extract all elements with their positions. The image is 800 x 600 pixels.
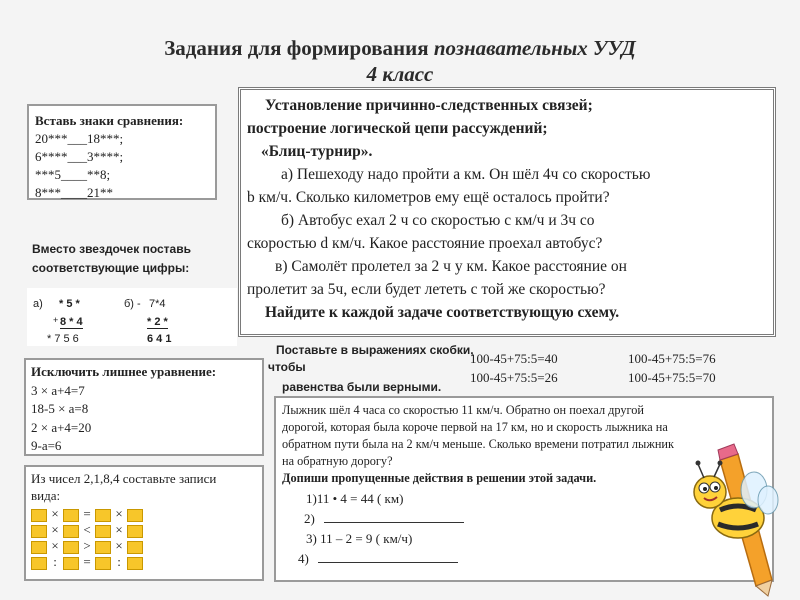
cause-effect-box bbox=[238, 87, 776, 337]
records-line: вида: bbox=[31, 488, 61, 503]
blank-square[interactable] bbox=[95, 509, 111, 522]
answer-blank[interactable] bbox=[318, 562, 458, 563]
digits-b-row1: 7*4 bbox=[149, 298, 166, 310]
brackets-line: Поставьте в выражениях скобки, bbox=[276, 343, 474, 357]
compare-line: 8***____21** bbox=[35, 185, 113, 200]
records-row bbox=[31, 506, 257, 522]
records-row bbox=[31, 522, 257, 538]
skier-text-line: обратном пути была на 2 км/ч меньше. Сколько времени потратил лыжник bbox=[282, 437, 674, 451]
expression: 100-45+75:5=26 bbox=[470, 370, 558, 385]
solution-step-text: 1)11 • 4 = 44 ( км) bbox=[306, 491, 404, 506]
answer-blank[interactable] bbox=[324, 522, 464, 523]
task-c-line: пролетит за 5ч, если будет лететь с той же скоростью? bbox=[247, 281, 606, 298]
digits-task-heading bbox=[32, 240, 191, 278]
blank-square[interactable] bbox=[95, 525, 111, 538]
operator-symbol: × bbox=[115, 522, 123, 537]
digits-b-row2: * 2 * bbox=[147, 316, 168, 328]
task-b-line: скоростью d км/ч. Какое расстояние проехал автобус? bbox=[247, 235, 603, 252]
blank-square[interactable] bbox=[127, 541, 143, 554]
title-plain: Задания для формирования bbox=[164, 36, 434, 60]
blank-square[interactable] bbox=[127, 509, 143, 522]
blank-square[interactable] bbox=[63, 557, 79, 570]
blank-square[interactable] bbox=[63, 541, 79, 554]
blank-square[interactable] bbox=[31, 509, 47, 522]
digits-a-row3: * 7 5 6 bbox=[47, 333, 79, 345]
brackets-line: равенства были верными. bbox=[282, 380, 442, 394]
compare-line: ***5____**8; bbox=[35, 167, 111, 182]
skier-text-line: Лыжник шёл 4 часа со скоростью 11 км/ч. Обратно он поехал другой bbox=[282, 403, 645, 417]
main-final-line: Найдите к каждой задаче соответствующую схему. bbox=[265, 304, 620, 321]
compare-line: 20***___18***; bbox=[35, 131, 124, 146]
digits-plus: + bbox=[53, 315, 59, 325]
main-heading-line: Установление причинно-следственных связей; bbox=[265, 97, 593, 114]
main-heading-line: построение логической цепи рассуждений; bbox=[247, 120, 548, 137]
compare-signs-box bbox=[27, 104, 217, 200]
digits-heading-line: соответствующие цифры: bbox=[32, 261, 190, 275]
operator-symbol: < bbox=[83, 522, 91, 537]
bee-pencil-illustration bbox=[668, 440, 796, 598]
expression: 100-45+75:5=76 bbox=[628, 351, 716, 366]
task-c-line: в) Самолёт пролетел за 2 ч у км. Какое расстояние он bbox=[275, 258, 627, 275]
operator-symbol: × bbox=[51, 538, 59, 553]
skier-text-line: на обратную дорогу? bbox=[282, 454, 393, 468]
compare-line: 6****___3****; bbox=[35, 149, 124, 164]
solution-step-text: 3) 11 – 2 = 9 ( км/ч) bbox=[306, 531, 413, 546]
solution-step-text: 2) bbox=[304, 511, 315, 526]
digits-a-label: а) bbox=[33, 298, 43, 310]
skier-text-line: дорогой, которая была короче первой на 17 км, но и скорость лыжника на bbox=[282, 420, 668, 434]
blank-square[interactable] bbox=[31, 525, 47, 538]
operator-symbol: : bbox=[117, 554, 121, 569]
blank-square[interactable] bbox=[63, 509, 79, 522]
equation-line: 9-a=6 bbox=[31, 438, 62, 453]
operator-symbol: × bbox=[51, 506, 59, 521]
blank-square[interactable] bbox=[95, 541, 111, 554]
operator-symbol: > bbox=[83, 538, 91, 553]
operator-symbol: × bbox=[115, 506, 123, 521]
exclude-heading: Исключить лишнее уравнение: bbox=[31, 364, 217, 379]
operator-symbol: × bbox=[115, 538, 123, 553]
blank-square[interactable] bbox=[31, 541, 47, 554]
records-rows bbox=[31, 506, 257, 570]
task-b-line: б) Автобус ехал 2 ч со скоростью с км/ч и 3ч со bbox=[281, 212, 595, 229]
brackets-line: чтобы bbox=[268, 360, 306, 374]
operator-symbol: = bbox=[83, 506, 91, 521]
brackets-expressions bbox=[470, 349, 770, 389]
records-row bbox=[31, 554, 257, 570]
title-italic: познавательных УУД bbox=[433, 36, 636, 60]
operator-symbol: : bbox=[53, 554, 57, 569]
equation-line: 18-5 × a=8 bbox=[31, 401, 89, 416]
skier-task-line: Допиши пропущенные действия в решении этой задачи. bbox=[282, 471, 597, 485]
blank-square[interactable] bbox=[95, 557, 111, 570]
compose-records-box bbox=[24, 465, 264, 581]
page-subtitle: 4 класс bbox=[366, 62, 434, 86]
exclude-equation-box bbox=[24, 358, 264, 456]
compare-heading: Вставь знаки сравнения: bbox=[35, 113, 184, 128]
blank-square[interactable] bbox=[127, 557, 143, 570]
solution-step-text: 4) bbox=[298, 551, 309, 566]
page-title bbox=[0, 36, 800, 61]
digits-b-label: б) - bbox=[124, 298, 141, 310]
operator-symbol: × bbox=[51, 522, 59, 537]
blank-square[interactable] bbox=[127, 525, 143, 538]
digits-a-row2: 8 * 4 bbox=[60, 316, 83, 328]
expression: 100-45+75:5=70 bbox=[628, 370, 716, 385]
blank-square[interactable] bbox=[63, 525, 79, 538]
main-heading-line: «Блиц-турнир». bbox=[261, 143, 373, 160]
digits-heading-line: Вместо звездочек поставь bbox=[32, 242, 191, 256]
task-a-line: b км/ч. Сколько километров ему ещё осталось пройти? bbox=[247, 189, 610, 206]
expression: 100-45+75:5=40 bbox=[470, 351, 558, 366]
digits-a-row1: * 5 * bbox=[59, 298, 80, 310]
task-a-line: а) Пешеходу надо пройти а км. Он шёл 4ч со скоростью bbox=[281, 166, 651, 183]
records-line: Из чисел 2,1,8,4 составьте записи bbox=[31, 471, 217, 486]
records-row bbox=[31, 538, 257, 554]
equation-line: 3 × a+4=7 bbox=[31, 382, 85, 398]
digits-b-row3: 6 4 1 bbox=[147, 333, 172, 345]
digits-task-area bbox=[27, 288, 237, 346]
equation-line: 2 × a+4=20 bbox=[31, 419, 92, 435]
operator-symbol: = bbox=[83, 554, 91, 569]
blank-square[interactable] bbox=[31, 557, 47, 570]
